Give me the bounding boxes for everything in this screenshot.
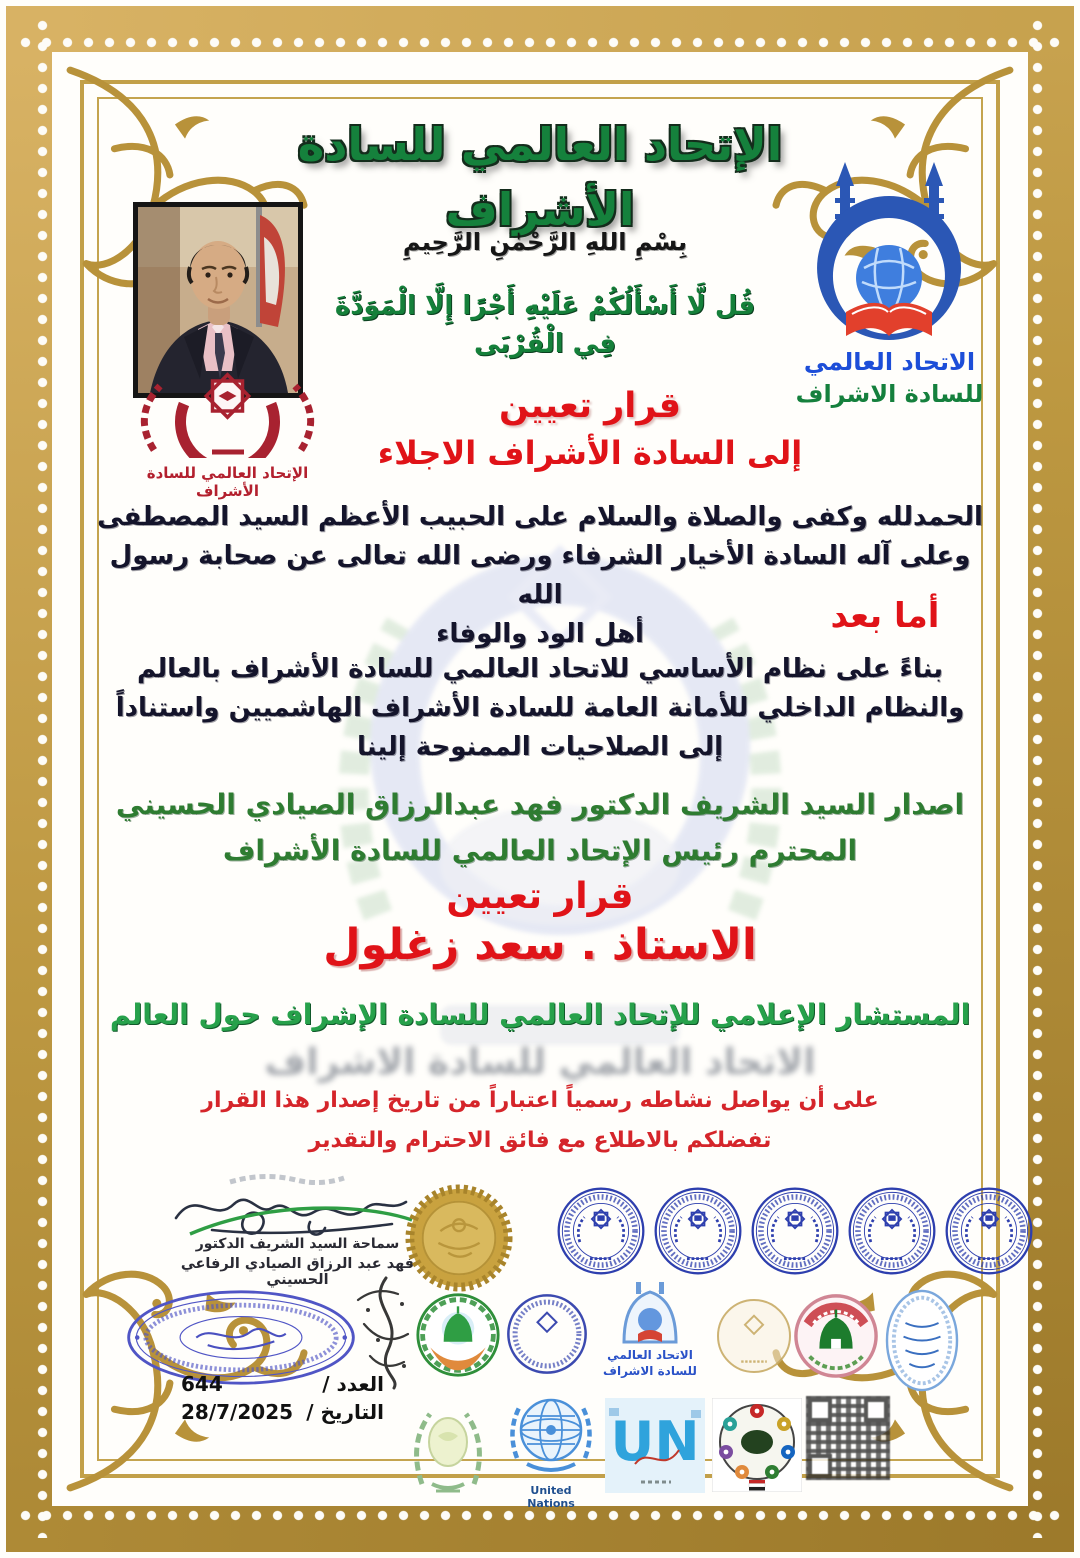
union-round-stamp-4 — [846, 1185, 938, 1277]
gold-crescent-stamp — [714, 1294, 794, 1378]
issue-number: 644 — [181, 1372, 223, 1396]
united-nations-globe-icon — [505, 1388, 597, 1480]
qr-code — [806, 1396, 890, 1480]
multi-emblem-stamp — [712, 1398, 802, 1492]
praise-line-1: الحمدلله وكفى والصلاة والسلام على الحبيب الأعظم السيد المصطفى — [97, 502, 983, 532]
un-letters-text: UN — [610, 1410, 700, 1473]
border-dots-bottom — [20, 1510, 1060, 1521]
decree-addressees: إلى السادة الأشراف الاجلاء — [377, 434, 803, 472]
union-round-stamp-1 — [555, 1185, 647, 1277]
basis-line-2: والنظام الداخلي للأمانة العامة للسادة الأشراف الهاشميين واستناداً — [115, 693, 965, 723]
note-line-2: تفضلكم بالاطلاع مع فائق الاحترام والتقدير — [308, 1128, 772, 1153]
crescent-round-stamp — [505, 1292, 589, 1376]
watermark-text: الاتحاد العالمي للسادة الاشراف — [264, 1042, 816, 1083]
qr-finder-icon — [864, 1398, 888, 1422]
union-logo-caption-2: للسادة الاشراف — [795, 380, 984, 408]
united-nations-caption: United Nations — [527, 1484, 575, 1510]
issue-label: العدد / — [322, 1372, 384, 1396]
border-dots-top — [20, 37, 1060, 48]
bismillah-calligraphy: بِسْمِ اللهِ الرَّحْمٰنِ الرَّحِيمِ — [402, 228, 688, 256]
note-line-1: على أن يواصل نشاطه رسمياً اعتباراً من تاريخ إصدار هذا القرار — [201, 1088, 879, 1113]
qr-finder-icon — [808, 1454, 832, 1478]
qr-finder-icon — [808, 1398, 832, 1422]
date-value: 28/7/2025 — [181, 1400, 294, 1424]
dome-hands-stamp — [415, 1292, 501, 1378]
union-round-stamp-5 — [943, 1185, 1035, 1277]
oval-text-stamp — [884, 1288, 960, 1393]
union-dome-stamp-caption-2: للسادة الاشراف — [603, 1363, 697, 1378]
praise-line-2: وعلى آله السادة الأخيار الشرفاء ورضى الله تعالى عن صحابة رسول الله — [109, 541, 971, 610]
green-dome-stamp — [792, 1288, 880, 1380]
union-logo — [782, 160, 997, 408]
issuer-line-1: اصدار السيد الشريف الدكتور فهد عبدالرزاق الصيادي الحسيني — [115, 788, 965, 821]
union-logo-icon — [782, 160, 997, 342]
quran-verse-calligraphy: قُل لَّا أَسْأَلُكُمْ عَلَيْهِ أَجْرًا إِلَّا الْمَوَدَّةَ فِي الْقُرْبَى — [334, 291, 756, 359]
basis-paragraph — [65, 650, 1015, 767]
issue-date-block — [175, 1370, 390, 1426]
date-label: التاريخ / — [306, 1400, 384, 1424]
border-dots-left — [37, 20, 48, 1538]
union-dome-stamp-icon — [600, 1282, 700, 1344]
left-emblem-caption: الإتحاد العالمي للسادة الأشراف — [146, 464, 309, 500]
appointee-position: المستشار الإعلامي للإتحاد العالمي للسادة الإشراف حول العالم — [109, 998, 971, 1031]
union-round-stamp-3 — [749, 1185, 841, 1277]
union-dome-stamp — [600, 1282, 700, 1379]
united-nations-logo — [505, 1388, 597, 1510]
ama-baad-heading: أما بعد — [830, 596, 940, 636]
appointee-name: الاستاذ . سعد زغلول — [323, 920, 757, 970]
org-title: الإتحاد العالمي للسادة الأشراف — [297, 118, 783, 237]
laurel-wreath-logo — [402, 1392, 494, 1498]
un-letters-stamp — [605, 1398, 705, 1493]
signature-honorific: سماحة السيد الشريف الدكتور — [195, 1236, 400, 1252]
border-dots-right — [1032, 20, 1043, 1538]
union-round-stamp-2 — [652, 1185, 744, 1277]
signature-name: فهد عبد الرزاق الصيادي الرفاعي الحسيني — [180, 1256, 415, 1288]
president-signature — [160, 1172, 420, 1244]
issuer-paragraph — [65, 782, 1015, 874]
basis-line-3: إلى الصلاحيات الممنوحة إلينا — [356, 732, 724, 762]
issuer-line-2: المحترم رئيس الإتحاد العالمي للسادة الأشراف — [222, 834, 858, 868]
decree-heading-2: قرار تعيين — [446, 876, 634, 917]
union-dome-stamp-caption-1: الاتحاد العالمي — [607, 1348, 693, 1362]
union-logo-caption-1: الاتحاد العالمي — [803, 348, 976, 376]
praise-line-3: أهل الود والوفاء — [436, 619, 644, 649]
left-red-emblem — [120, 366, 335, 500]
basis-line-1: بناءً على نظام الأساسي للاتحاد العالمي للسادة الأشراف بالعالم — [137, 654, 943, 684]
decree-heading: قرار تعيين — [499, 386, 681, 426]
